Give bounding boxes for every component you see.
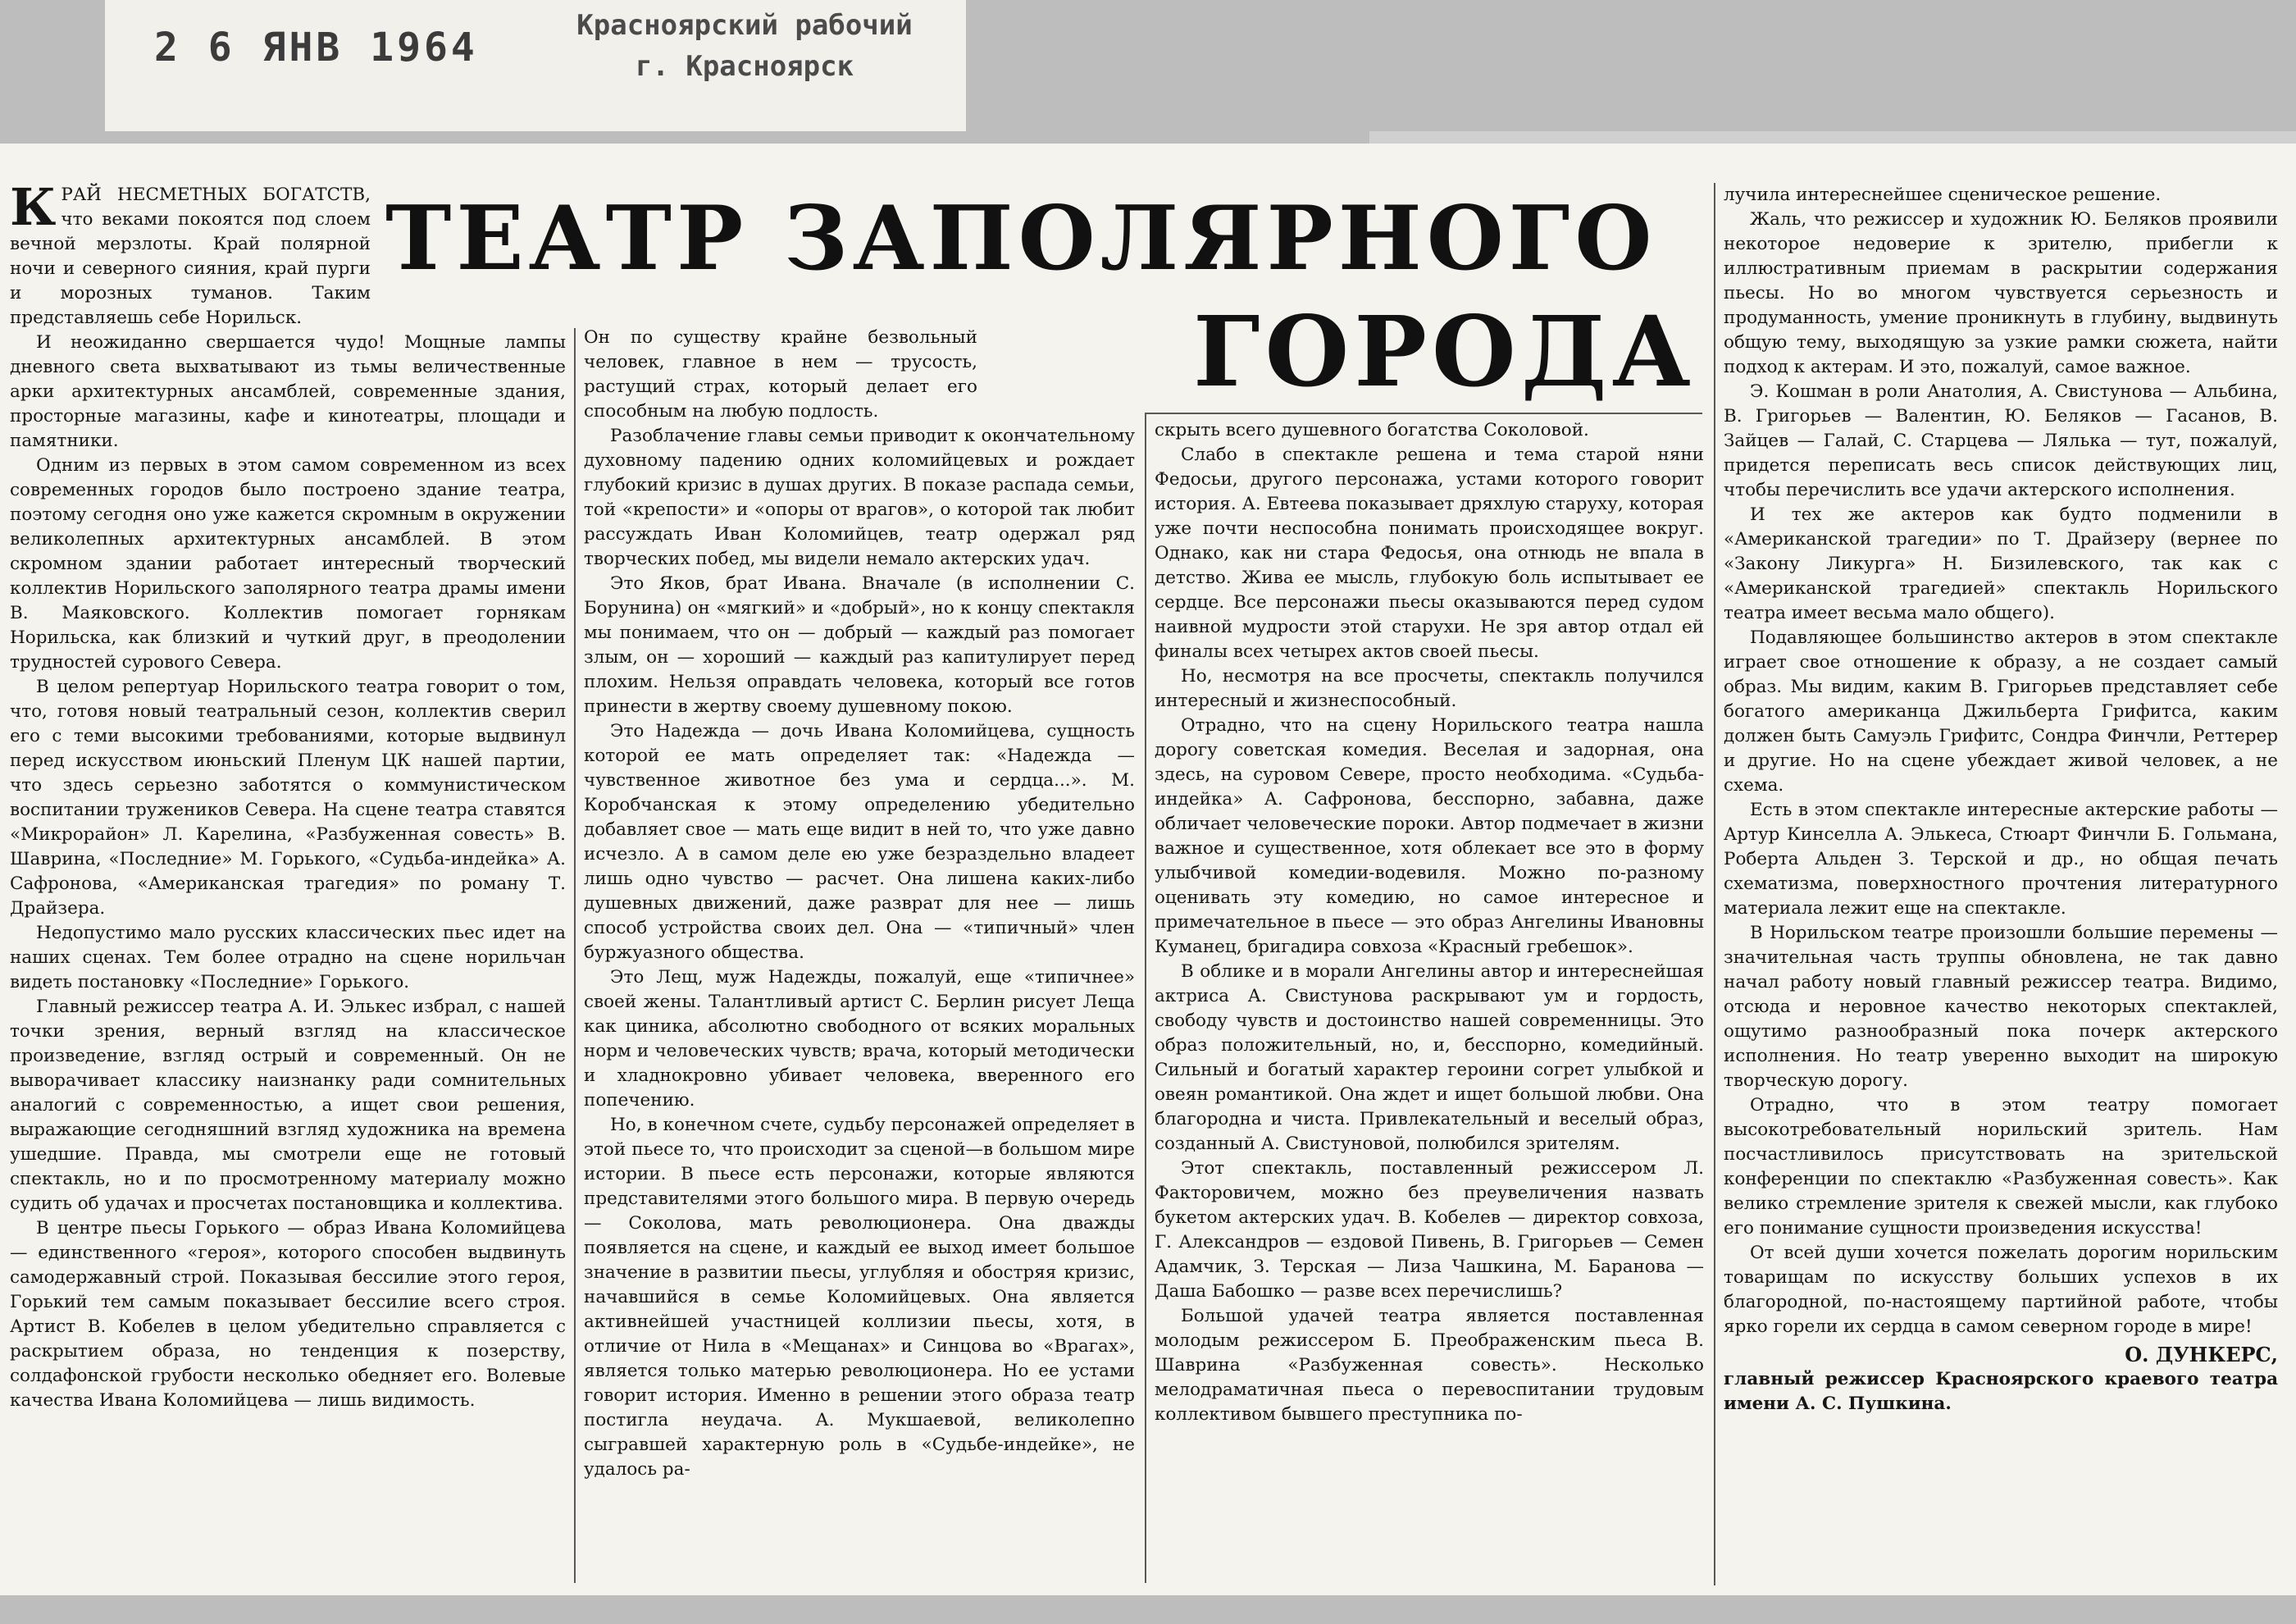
headline-rule (1145, 413, 1702, 414)
paragraph: И тех же актеров как будто подменили в «Американской трагедии» по Т. Драйзеру (вернее по «Закону Ликурга» Н. Бизилевского, так как с «Американской трагедией» спектакль Норильского театра имеет весьма мало общего). (1724, 504, 2278, 623)
paragraph: Это Лещ, муж Надежды, пожалуй, еще «типичнее» своей жены. Талантливый артист С. Берлин рисует Леща как циника, абсолютно свободного от всяких моральных норм и человеческих чувств; врача, который методически и хладнокровно убивает человека, вверенного его попечению. (584, 967, 1135, 1111)
paragraph: В центре пьесы Горького — образ Ивана Коломийцева — единственного «героя», которого способен выдвинуть самодержавный строй. Показывая бессилие этого героя, Горький тем самым показывает бессилие всего строя. Артист В. Кобелев в целом убедительно справляется с раскрытием образа, но тенденция к позерству, солдафонской грубости несколько обедняет его. Волевые качества Ивана Коломийцева — лишь видимость. (10, 1218, 566, 1411)
paragraph: Есть в этом спектакле интересные актерские работы — Артур Кинселла А. Элькеса, Стюарт Финчли Б. Гольмана, Роберта Альден З. Терской и др., но общая печать схематизма, поверхностного прочтения литературного материала лежит еще на спектакле. (1724, 800, 2278, 919)
paragraph: Э. Кошман в роли Анатолия, А. Свистунова — Альбина, В. Григорьев — Валентин, Ю. Беляков — Гасанов, В. Зайцев — Галай, С. Старцева — Лялька — тут, пожалуй, придется переписать весь список действующих лиц, чтобы перечислить все удачи актерского исполнения. (1724, 381, 2278, 500)
author-title: главный режиссер Красноярского краевого театра имени А. С. Пушкина. (1724, 1369, 2278, 1414)
paragraph: скрыть всего душевного богатства Соколовой. (1155, 420, 1589, 440)
column-rule (1714, 183, 1715, 1585)
paragraph: Этот спектакль, поставленный режиссером Л. Факторовичем, можно без преувеличения назвать букетом актерских удач. В. Кобелев — директор совхоза, Г. Александров — ездовой Пивень, В. Григорьев — Семен Адамчик, З. Терская — Лиза Чашкина, М. Баранова — Даша Бабошко — разве всех перечислишь? (1155, 1158, 1704, 1302)
paragraph: Разоблачение главы семьи приводит к окончательному духовному падению одних коломийцевых и рождает глубокий кризис в душах других. В показе распада семьи, той «крепости» и «опоры от врагов», о которой так любит рассуждать Иван Коломийцев, театр одержал ряд творческих побед, мы видели немало актерских удач. (584, 426, 1135, 569)
paragraph: Главный режиссер театра А. И. Элькес избрал, с нашей точки зрения, верный взгляд на классическое произведение, взгляд острый и современный. Он не выворачивает классику наизнанку ради сомнительных аналогий с современностью, а ищет свои решения, выражающие сегодняшний взгляд художника на времена ушедшие. Правда, мы смотрели еще не готовый спектакль, но и по просмотренному материалу можно судить об удачах и просчетах постановщика и коллектива. (10, 997, 566, 1214)
paragraph: И неожиданно свершается чудо! Мощные лампы дневного света выхватывают из тьмы величественные арки архитектурных ансамблей, современные здания, просторные магазины, кафе и кинотеатры, площади и памятники. (10, 332, 566, 451)
paragraph: От всей души хочется пожелать дорогим норильским товарищам по искусству больших успехов в их благородной, по-настоящему партийной работе, чтобы ярко горели их сердца в самом северном городе в мире! (1724, 1243, 2278, 1337)
paragraph: Недопустимо мало русских классических пьес идет на наших сценах. Тем более отрадно на сцене норильчан видеть постановку «Последние» Горького. (10, 923, 566, 992)
lead-paragraph (10, 183, 371, 331)
column-rule (574, 328, 576, 1583)
paragraph: Он по существу крайне безвольный человек, главное в нем — трусость, растущий страх, который делает его способным на любую подлость. (584, 327, 977, 422)
paragraph: В облике и в морали Ангелины автор и интереснейшая актриса А. Свистунова раскрывают ум и гордость, свободу чувств и достоинство нашей современницы. Это образ положительный, но, и, бесспорно, комедийный. Сильный и богатый характер героини согрет улыбкой и овеян романтикой. Она ждет и ищет большой любви. Она благородна и чиста. Привлекательный и веселый образ, созданный А. Свистуновой, полюбился зрителям. (1155, 961, 1704, 1154)
paragraph: В целом репертуар Норильского театра говорит о том, что, готовя новый театральный сезон, коллектив сверил его с теми высокими требованиями, которые выдвинул перед искусством июньский Пленум ЦК нашей партии, что здесь серьезно заботятся о коммунистическом воспитании тружеников Севера. На сцене театра ставятся «Микрорайон» Л. Карелина, «Разбуженная совесть» В. Шаврина, «Последние» М. Горького, «Судьба-индейка» А. Сафронова, «Американская трагедия» по роману Т. Драйзера. (10, 677, 566, 919)
paragraph: В Норильском театре произошли большие перемены — значительная часть труппы обновлена, не так давно начал работу новый главный режиссер театра. Видимо, отсюда и неровное качество некоторых спектаклей, ощутимо разнообразный пока почерк актерского исполнения. Но театр уверенно выходит на широкую творческую дорогу. (1724, 923, 2278, 1091)
paragraph: Жаль, что режиссер и художник Ю. Беляков проявили некоторое недоверие к зрителю, прибегли к иллюстративным приемам в раскрытии содержания пьесы. Но во многом чувствуется серьезность и продуманность, умение проникнуть в глубину, выдвинуть общую тему, выходящую за узкие рамки сюжета, найти подход к актерам. И это, пожалуй, самое важное. (1724, 209, 2278, 377)
paragraph: Это Яков, брат Ивана. Вначале (в исполнении С. Борунина) он «мягкий» и «добрый», но к концу спектакля мы понимаем, что он — добрый — каждый раз помогает злым, он — хороший — каждый раз капитулирует перед плохим. Нельзя оправдать человека, который все готов принести в жертву своему душевному покою. (584, 573, 1135, 717)
stamp-newspaper: Красноярский рабочий (576, 9, 913, 42)
paragraph: лучила интереснейшее сценическое решение. (1724, 185, 2162, 205)
paragraph: Это Надежда — дочь Ивана Коломийцева, сущность которой ее мать определяет так: «Надежда — чувственное животное без ума и сердца...». М. Коробчанская к этому определению убедительно добавляет свое — мать еще видит в ней то, что уже давно исчезло. А в самом деле ею уже безраздельно владеет лишь одно чувство — расчет. Она лишена каких-либо душевных движений, даже разврат для нее — лишь способ устройства своих дел. Она — «типичный» член буржуазного общества. (584, 721, 1135, 963)
column-rule (1145, 414, 1146, 1583)
paragraph: Одним из первых в этом самом современном из всех современных городов было построено здание театра, поэтому сегодня оно уже кажется скромным в окружении великолепных архитектурных ансамблей. В этом скромном здании работает интересный творческий коллектив Норильского заполярного театра драмы имени В. Маяковского. Коллектив помогает горнякам Норильска, как близкий и чуткий друг, в преодолении трудностей сурового Севера. (10, 455, 566, 673)
stamp-date: 2 6 ЯНВ 1964 (154, 25, 478, 71)
paragraph: Отрадно, что в этом театру помогает высокотребовательный норильский зритель. Нам посчастливилось присутствовать на зрительской конференции по спектаклю «Разбуженная совесть». Как велико стремление зрителя к свежей мысли, как глубоко его понимание сущности произведения искусства! (1724, 1095, 2278, 1239)
headline-line-2: ГОРОДА (1193, 294, 1696, 408)
article-column-2 (584, 326, 1135, 1584)
paragraph: Подавляющее большинство актеров в этом спектакле играет свое отношение к образу, а не создает самый образ. Мы видим, каким В. Григорьев представляет себе богатого американца Джильберта Грифитса, каким должен быть Самуэль Грифитс, Сондра Финчли, Реттерер и другие. Но на сцене убеждает живой человек, а не схема. (1724, 627, 2278, 796)
stamp-source (548, 5, 941, 87)
archive-stamp (105, 0, 966, 131)
newspaper-clipping (0, 144, 2296, 1595)
article-column-4 (1724, 183, 2278, 1587)
drop-cap: К (10, 183, 57, 237)
paragraph: Отрадно, что на сцену Норильского театра нашла дорогу советская комедия. Веселая и задорная, она здесь, на суровом Севере, просто необходима. «Судьба-индейка» А. Сафронова, бесспорно, забавна, даже обличает человеческие пороки. Автор подмечает в жизни важное и существенное, хотя облекает все это в форму улыбчивой комедии-водевиля. Можно по-разному оценивать эту комедию, но самое интересное и примечательное в пьесе — это образ Ангелины Ивановны Куманец, бригадира совхоза «Красный гребешок». (1155, 715, 1704, 957)
paragraph: Но, несмотря на все просчеты, спектакль получился интересный и жизнеспособный. (1155, 666, 1704, 711)
article-column-3 (1155, 418, 1704, 1583)
headline-line-1: ТЕАТР ЗАПОЛЯРНОГО (385, 187, 1657, 290)
paragraph: Но, в конечном счете, судьбу персонажей определяет в этой пьесе то, что происходит за сценой—в большом мире истории. В пьесе есть персонажи, которые являются представителями этого большого мира. В первую очередь — Соколова, мать революционера. Она дважды появляется на сцене, и каждый ее выход имеет большое значение в развитии пьесы, углубляя и обостряя кризис, начавшийся в семье Коломийцевых. Она является активнейшей участницей коллизии пьесы, хотя, в отличие от Нила в «Мещанах» и Синцова во «Врагах», является только матерью революционера. Но ее устами говорит история. Именно в решении этого образа театр постигла неудача. А. Мукшаевой, великолепно сыгравшей характерную роль в «Судьбе-индейке», не удалось ра- (584, 1115, 1135, 1480)
paragraph: Слабо в спектакле решена и тема старой няни Федосьи, другого персонажа, устами которого говорит история. А. Евтеева показывает дряхлую старуху, которая уже почти неспособна понимать происходящее вокруг. Однако, как ни стара Федосья, она отнюдь не впала в детство. Жива ее мысль, глубокую боль испытывает ее сердце. Все персонажи пьесы оказываются перед судом наивной мудрости этой старухи. Не зря автор отдал ей финалы всех четырех актов своей пьесы. (1155, 445, 1704, 662)
lead-text: РАЙ НЕСМЕТНЫХ БОГАТСТВ, что веками покоятся под слоем вечной мерзлоты. Край полярной ночи и северного сияния, край пурги и морозных туманов. Таким представляешь себе Норильск. (10, 185, 371, 328)
author-name: О. ДУНКЕРС, (2125, 1343, 2278, 1366)
stamp-city: г. Красноярск (635, 50, 854, 83)
paragraph: Большой удачей театра является поставленная молодым режиссером Б. Преображенским пьеса В. Шаврина «Разбуженная совесть». Несколько мелодраматичная пьеса о перевоспитании трудовым коллективом бывшего преступника по- (1155, 1306, 1704, 1425)
article-column-1 (10, 183, 566, 1582)
